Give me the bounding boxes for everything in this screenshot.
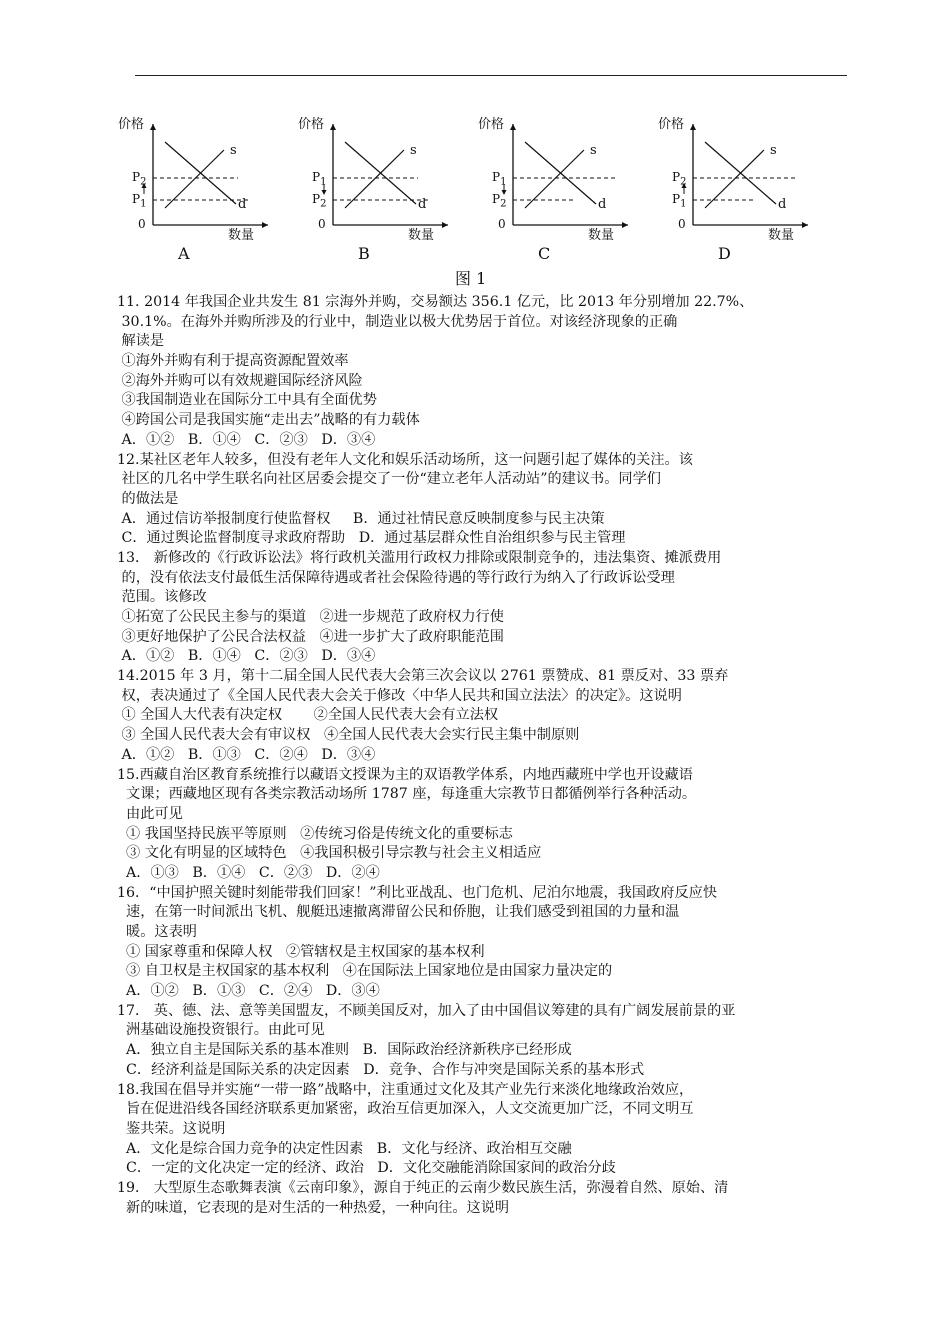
graph-d — [658, 112, 838, 272]
question-line: 的做法是 — [117, 490, 179, 507]
question-line: 速，在第一时间派出飞机、舰艇迅速撤离滞留公民和侨胞，让我们感受到祖国的力量和温 — [117, 904, 680, 921]
question-line: 旨在促进沿线各国经济联系更加紧密，政治互信更加深入，人文交流更加广泛，不同文明互 — [117, 1101, 694, 1118]
graph-c — [478, 112, 658, 272]
supply-label: s — [410, 143, 417, 158]
question-line: C．通过舆论监督制度寻求政府帮助 D．通过基层群众性自治组织参与民主管理 — [117, 530, 626, 547]
x-axis-arrow — [622, 222, 628, 228]
demand-label: d — [238, 197, 247, 212]
x-axis-arrow — [442, 222, 448, 228]
question-stem-line: 11. 2014 年我国企业共发生 81 宗海外并购，交易额达 356.1 亿元，比 2013 年分别增加 22.7%、 — [117, 294, 754, 310]
upper-price-label: $P_2$ — [672, 170, 687, 188]
question-line: A．独立自主是国际关系的基本准则 B．国际政治经济新秩序已经形成 — [117, 1042, 572, 1059]
question-item — [117, 451, 842, 549]
question-item — [117, 1179, 842, 1218]
question-item — [117, 667, 842, 765]
x-axis-arrow — [802, 222, 808, 228]
y-axis-arrow — [150, 124, 156, 130]
question-stem-line: 12.某社区老年人较多，但没有老年人文化和娱乐活动场所，这一问题引起了媒体的关注。该 — [117, 451, 693, 468]
question-line: ③更好地保护了公民合法权益 ④进一步扩大了政府职能范围 — [117, 628, 504, 645]
question-item — [117, 1002, 842, 1081]
lower-price-label: $P_1$ — [132, 192, 147, 210]
question-line: 文课；西藏地区现有各类宗教活动场所 1787 座，每逢重大宗教节日都循例举行各种活动。 — [117, 786, 697, 803]
question-item — [117, 293, 842, 451]
question-line: A．文化是综合国力竞争的决定性因素 B．文化与经济、政治相互交融 — [117, 1140, 572, 1157]
upper-price-label: $P_1$ — [312, 170, 327, 188]
question-line: A．①② B．①③ C．②④ D．③④ — [117, 746, 376, 763]
question-stem-line: 15.西藏自治区教育系统推行以藏语文授课为主的双语教学体系，内地西藏班中学也开设藏语 — [117, 766, 693, 783]
supply-curve — [345, 150, 404, 208]
x-axis-label-quantity: 数量 — [588, 228, 615, 243]
question-line: ①海外并购有利于提高资源配置效率 — [117, 353, 349, 370]
question-stem-line: 17． 英、德、法、意等美国盟友，不顾美国反对，加入了由中国倡议筹建的具有广阔发展前景的亚 — [117, 1002, 736, 1019]
question-line: ②海外并购可以有效规避国际经济风险 — [117, 372, 363, 389]
question-item — [117, 549, 842, 667]
origin-label: 0 — [318, 217, 326, 231]
question-line: ③ 自卫权是主权国家的基本权利 ④在国际法上国家地位是由国家力量决定的 — [117, 963, 613, 980]
figure-1-supply-demand-graphs — [118, 112, 838, 272]
question-item — [117, 766, 842, 884]
panel-letter: A — [178, 244, 190, 263]
x-axis-label-quantity: 数量 — [408, 228, 435, 243]
question-stem-line: 19． 大型原生态歌舞表演《云南印象》，源自于纯正的云南少数民族生活，弥漫着自然、原始、清 — [117, 1179, 729, 1196]
origin-label: 0 — [498, 217, 506, 231]
question-line: 洲基础设施投资银行。由此可见 — [117, 1022, 325, 1039]
lower-price-label: $P_2$ — [492, 192, 507, 210]
question-line: ③我国制造业在国际分工中具有全面优势 — [117, 392, 377, 409]
question-item — [117, 1081, 842, 1179]
upper-price-label: $P_2$ — [132, 170, 147, 188]
panel-letter: B — [358, 244, 370, 263]
question-line: ③ 文化有明显的区域特色 ④我国积极引导宗教与社会主义相适应 — [117, 845, 542, 862]
question-line: 解读是 — [117, 333, 165, 350]
graph-a — [118, 112, 298, 272]
question-line: A．①② B．①④ C．②③ D．③④ — [117, 431, 376, 448]
question-line: C．一定的文化决定一定的经济、政治 D．文化交融能消除国家间的政治分歧 — [117, 1160, 616, 1177]
y-axis-label-price: 价格 — [478, 117, 505, 132]
question-line: 的，没有依法支付最低生活保障待遇或者社会保险待遇的等行政行为纳入了行政诉讼受理 — [117, 569, 675, 586]
question-stem-line: 16．“中国护照关键时刻能带我们回家！”利比亚战乱、也门危机、尼泊尔地震，我国政府反应快 — [117, 884, 718, 901]
lower-price-label: $P_1$ — [672, 192, 687, 210]
y-axis-label-price: 价格 — [658, 117, 685, 132]
demand-label: d — [778, 197, 787, 212]
y-axis-arrow — [510, 124, 516, 130]
x-axis-arrow — [262, 222, 268, 228]
question-line: ③ 全国人民代表大会有审议权 ④全国人民代表大会实行民主集中制原则 — [117, 727, 580, 744]
y-axis-label-price: 价格 — [118, 117, 145, 132]
supply-label: s — [770, 143, 777, 158]
question-line: ④跨国公司是我国实施“走出去”战略的有力载体 — [117, 412, 420, 429]
origin-label: 0 — [138, 217, 146, 231]
supply-label: s — [230, 143, 237, 158]
panel-letter: D — [718, 244, 731, 263]
figure-caption: 图 1 — [455, 269, 487, 288]
question-line: ① 全国人大代表有决定权 ②全国人民代表大会有立法权 — [117, 707, 499, 724]
origin-label: 0 — [678, 217, 686, 231]
y-axis-arrow — [330, 124, 336, 130]
supply-curve — [705, 150, 764, 208]
y-axis-label-price: 价格 — [298, 117, 325, 132]
question-stem-line: 13． 新修改的《行政诉讼法》将行政机关滥用行政权力排除或限制竞争的，违法集资、摊派费用 — [117, 549, 722, 566]
question-item — [117, 884, 842, 1002]
question-line: A．①③ B．①④ C．②③ D．②④ — [117, 864, 380, 881]
lower-price-label: $P_2$ — [312, 192, 327, 210]
question-stem-line: 18.我国在倡导并实施“一带一路”战略中，注重通过文化及其产业先行来淡化地缘政治效应， — [117, 1081, 694, 1098]
supply-curve — [165, 150, 224, 208]
supply-label: s — [590, 143, 597, 158]
question-line: 30.1%。在海外并购所涉及的行业中，制造业以极大优势居于首位。对该经济现象的正确 — [117, 313, 678, 330]
question-line: ① 国家尊重和保障人权 ②管辖权是主权国家的基本权利 — [117, 943, 485, 960]
header-rule — [135, 75, 847, 76]
supply-curve — [525, 150, 584, 208]
panel-letter: C — [538, 244, 551, 263]
question-line: 权，表决通过了《全国人民代表大会关于修改〈中华人民共和国立法法〉的决定》。这说明 — [117, 687, 682, 704]
question-line: 范围。该修改 — [117, 589, 207, 606]
question-list — [117, 293, 842, 1218]
question-line: A．①② B．①④ C．②③ D．③④ — [117, 648, 376, 665]
x-axis-label-quantity: 数量 — [228, 228, 255, 243]
question-line: C．经济利益是国际关系的决定因素 D．竞争、合作与冲突是国际关系的基本形式 — [117, 1061, 645, 1078]
y-axis-arrow — [690, 124, 696, 130]
question-line: 暖。这表明 — [117, 924, 197, 940]
graph-b — [298, 112, 478, 272]
demand-label: d — [418, 197, 427, 212]
question-stem-line: 14.2015 年 3 月，第十二届全国人民代表大会第三次会议以 2761 票赞成、81 票反对、33 票弃 — [117, 668, 729, 685]
x-axis-label-quantity: 数量 — [768, 228, 795, 243]
demand-label: d — [598, 197, 607, 212]
question-line: 鉴共荣。这说明 — [117, 1120, 226, 1137]
question-line: 社区的几名中学生联名向社区居委会提交了一份“建立老年人活动站”的建议书。同学们 — [117, 471, 661, 488]
question-line: ①拓宽了公民民主参与的渠道 ②进一步规范了政府权力行使 — [117, 609, 504, 625]
question-line: 新的味道，它表现的是对生活的一种热爱，一种向往。这说明 — [117, 1199, 510, 1216]
question-line: A．通过信访举报制度行使监督权 B．通过社情民意反映制度参与民主决策 — [117, 510, 605, 527]
question-line: A．①② B．①③ C．②④ D．③④ — [117, 983, 380, 1000]
upper-price-label: $P_1$ — [492, 170, 507, 188]
question-line: 由此可见 — [117, 805, 183, 822]
question-line: ① 我国坚持民族平等原则 ②传统习俗是传统文化的重要标志 — [117, 825, 513, 842]
